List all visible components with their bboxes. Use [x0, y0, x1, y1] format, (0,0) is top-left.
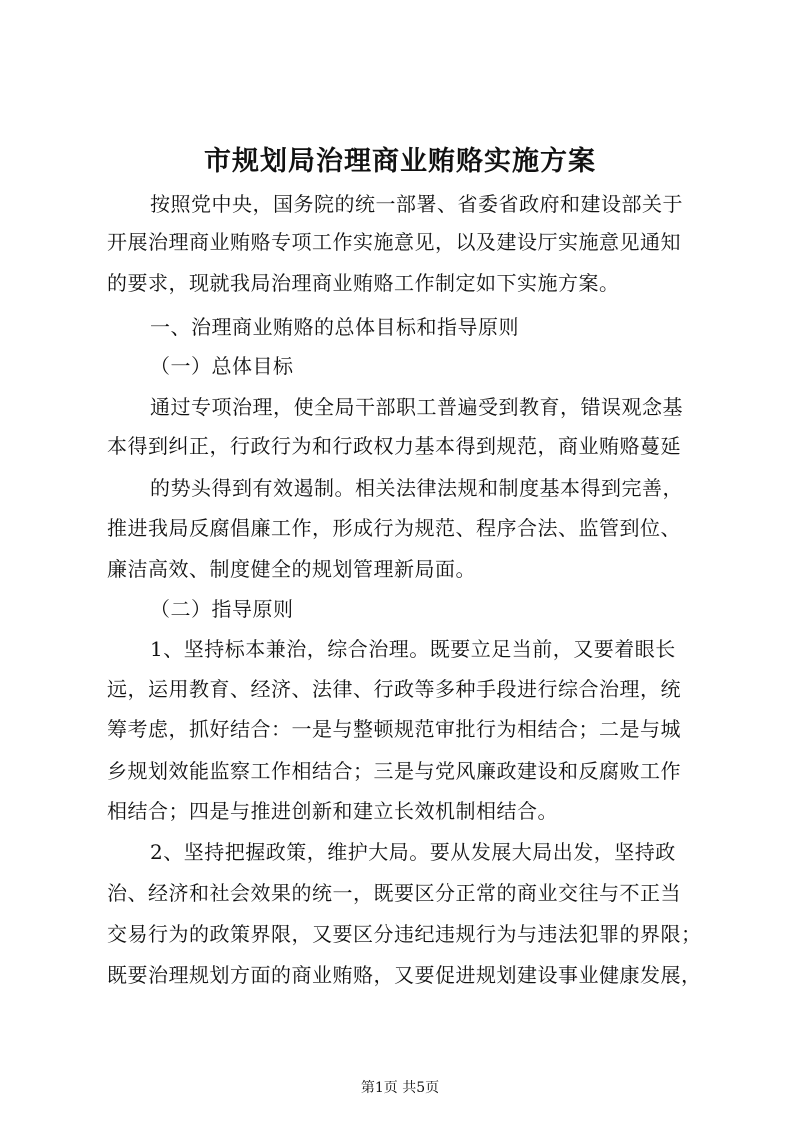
paragraph-line: 既要治理规划方面的商业贿赂，又要促进规划建设事业健康发展， [107, 963, 702, 987]
section-heading: 一、治理商业贿赂的总体目标和指导原则 [150, 315, 519, 339]
document-title: 市规划局治理商业贿赂实施方案 [204, 146, 596, 177]
paragraph-line: 通过专项治理，使全局干部职工普遍受到教育，错误观念基 [150, 395, 683, 419]
paragraph-line: 按照党中央，国务院的统一部署、省委省政府和建设部关于 [150, 192, 683, 216]
paragraph-line: 筹考虑，抓好结合：一是与整顿规范审批行为相结合；二是与城 [107, 717, 681, 741]
paragraph-line: 2、坚持把握政策，维护大局。要从发展大局出发，坚持政 [150, 840, 676, 864]
paragraph-line: 廉洁高效、制度健全的规划管理新局面。 [107, 557, 476, 581]
paragraph-line: 推进我局反腐倡廉工作，形成行为规范、程序合法、监管到位、 [107, 516, 681, 540]
paragraph-line: 1、坚持标本兼治，综合治理。既要立足当前，又要着眼长 [150, 637, 676, 661]
paragraph-line: 治、经济和社会效果的统一，既要区分正常的商业交往与不正当 [107, 881, 681, 905]
paragraph-line: 远，运用教育、经济、法律、行政等多种手段进行综合治理，统 [107, 677, 681, 701]
paragraph-line: 的要求，现就我局治理商业贿赂工作制定如下实施方案。 [107, 271, 620, 295]
paragraph-line: 乡规划效能监察工作相结合；三是与党风廉政建设和反腐败工作 [107, 759, 681, 783]
paragraph-line: 交易行为的政策界限，又要区分违纪违规行为与违法犯罪的界限； [107, 922, 702, 946]
paragraph-line: 相结合；四是与推进创新和建立长效机制相结合。 [107, 799, 558, 823]
page-number-footer: 第1页 共5页 [360, 1080, 440, 1096]
paragraph-line: 的势头得到有效遏制。相关法律法规和制度基本得到完善， [150, 476, 683, 500]
subsection-heading: （一）总体目标 [150, 354, 294, 378]
subsection-heading: （二）指导原则 [150, 597, 294, 621]
paragraph-line: 本得到纠正，行政行为和行政权力基本得到规范，商业贿赂蔓延 [107, 434, 681, 458]
paragraph-line: 开展治理商业贿赂专项工作实施意见，以及建设厅实施意见通知 [107, 230, 681, 254]
